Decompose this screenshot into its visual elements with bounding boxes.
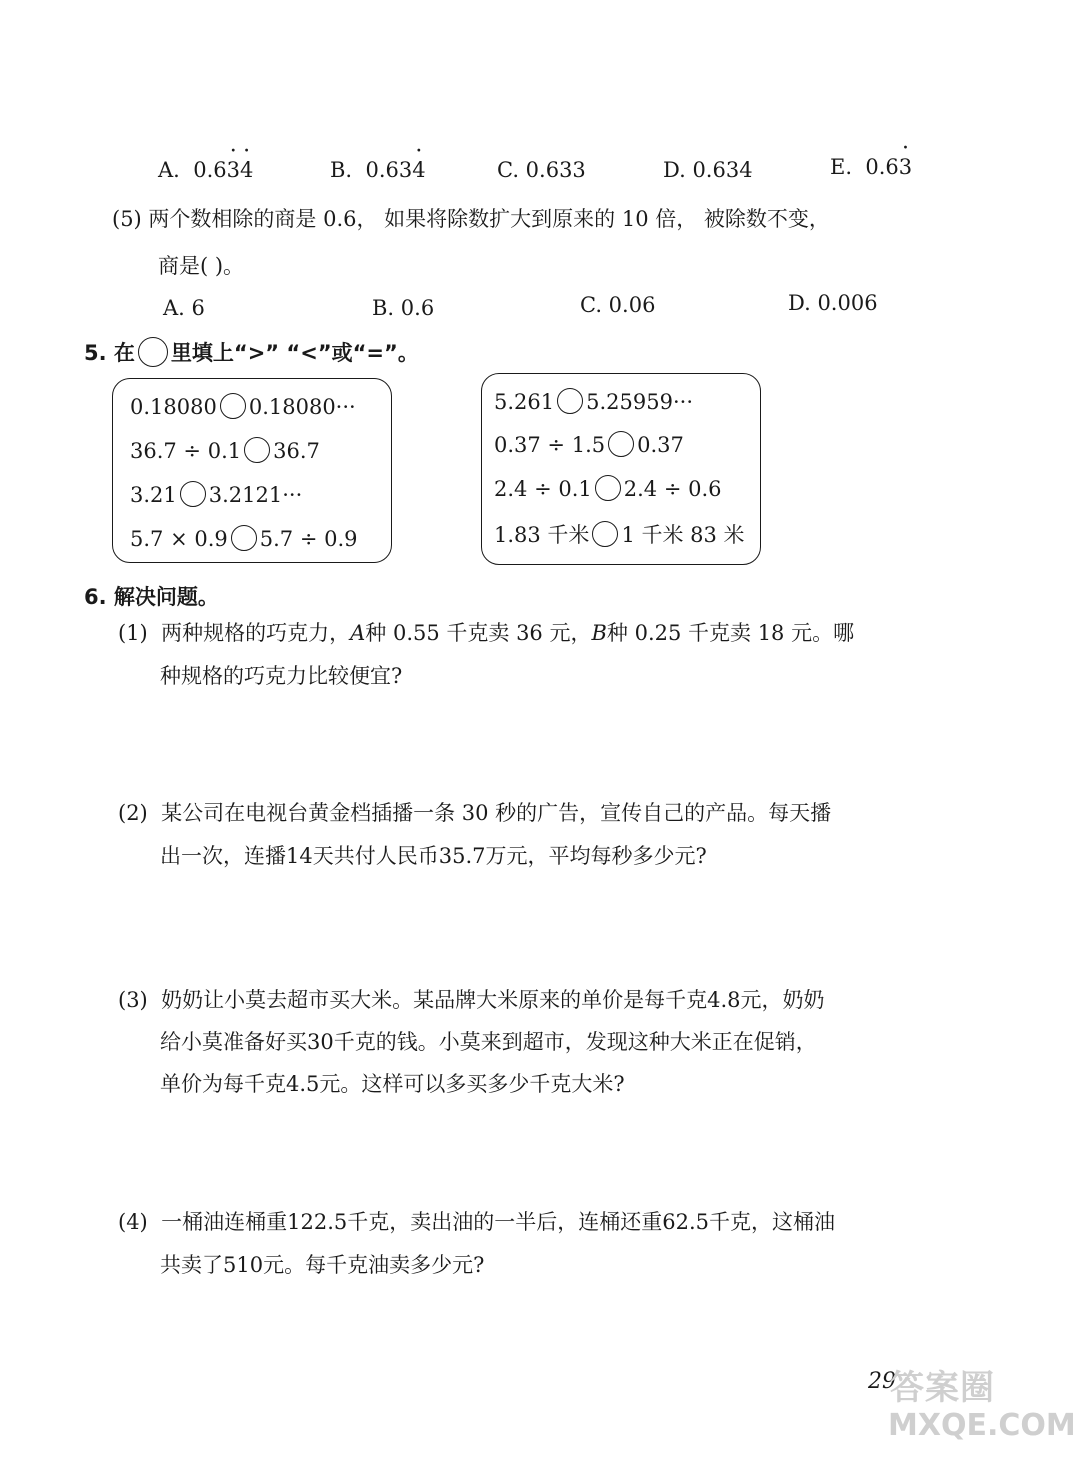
problem-3-line-3: 单价为每千克4.5元。这样可以多买多少千克大米? bbox=[160, 1072, 625, 1096]
option-d: D. 0.634 bbox=[663, 158, 753, 182]
problem-3-line-2: 给小莫准备好买30千克的钱。小莫来到超市，发现这种大米正在促销， bbox=[160, 1030, 817, 1054]
answer-circle[interactable] bbox=[592, 521, 618, 547]
problem-1-line-1: (1) 两种规格的巧克力，A种 0.55 千克卖 36 元，B种 0.25 千克卖 18 元。哪 bbox=[118, 621, 855, 645]
comparison-row: 2.4 ÷ 0.1 2.4 ÷ 0.6 bbox=[494, 477, 722, 501]
q5-option-b: B. 0.6 bbox=[372, 296, 435, 320]
watermark-logo: 答案圈 bbox=[890, 1368, 995, 1408]
answer-circle[interactable] bbox=[595, 475, 621, 501]
circle-icon bbox=[138, 337, 168, 367]
comparison-row: 3.21 3.2121··· bbox=[130, 483, 303, 507]
answer-circle[interactable] bbox=[244, 437, 270, 463]
page-number: 29 bbox=[868, 1369, 896, 1394]
option-c: C. 0.633 bbox=[497, 158, 586, 182]
comparison-row: 0.18080 0.18080··· bbox=[130, 395, 356, 419]
problem-1-line-2: 种规格的巧克力比较便宜? bbox=[160, 664, 403, 688]
q5-option-d: D. 0.006 bbox=[788, 291, 878, 315]
q5-option-a: A. 6 bbox=[163, 296, 205, 320]
section-5-heading: 5. 在 里填上“>” “<”或“=”。 bbox=[84, 337, 419, 367]
answer-circle[interactable] bbox=[231, 525, 257, 551]
option-b: B. 0.634 · bbox=[330, 158, 426, 182]
option-a: A. 0.63 ·4 · bbox=[158, 158, 253, 182]
question-5-line-2: 商是( )。 bbox=[158, 254, 245, 278]
answer-circle[interactable] bbox=[180, 481, 206, 507]
answer-circle[interactable] bbox=[220, 393, 246, 419]
problem-3-line-1: (3) 奶奶让小莫去超市买大米。某品牌大米原来的单价是每千克4.8元，奶奶 bbox=[118, 988, 825, 1012]
option-e: E. 0.63 · bbox=[830, 155, 912, 179]
problem-2-line-1: (2) 某公司在电视台黄金档插播一条 30 秒的广告，宣传自己的产品。每天播 bbox=[118, 801, 832, 825]
section-6-heading: 6. 解决问题。 bbox=[84, 585, 219, 609]
comparison-row: 0.37 ÷ 1.5 0.37 bbox=[494, 433, 684, 457]
answer-circle[interactable] bbox=[608, 431, 634, 457]
question-5-line-1: (5) 两个数相除的商是 0.6， 如果将除数扩大到原来的 10 倍， 被除数不变， bbox=[112, 207, 830, 231]
comparison-row: 5.7 × 0.9 5.7 ÷ 0.9 bbox=[130, 527, 358, 551]
problem-2-line-2: 出一次，连播14天共付人民币35.7万元，平均每秒多少元? bbox=[160, 844, 707, 868]
comparison-row: 1.83 千米 1 千米 83 米 bbox=[494, 523, 745, 547]
answer-circle[interactable] bbox=[557, 388, 583, 414]
q5-option-c: C. 0.06 bbox=[580, 293, 656, 317]
problem-4-line-1: (4) 一桶油连桶重122.5千克，卖出油的一半后，连桶还重62.5千克，这桶油 bbox=[118, 1210, 835, 1234]
comparison-row: 5.261 5.25959··· bbox=[494, 390, 693, 414]
comparison-row: 36.7 ÷ 0.1 36.7 bbox=[130, 439, 320, 463]
watermark-url: MXQE.COM bbox=[888, 1408, 1076, 1443]
problem-4-line-2: 共卖了510元。每千克油卖多少元? bbox=[160, 1253, 485, 1277]
